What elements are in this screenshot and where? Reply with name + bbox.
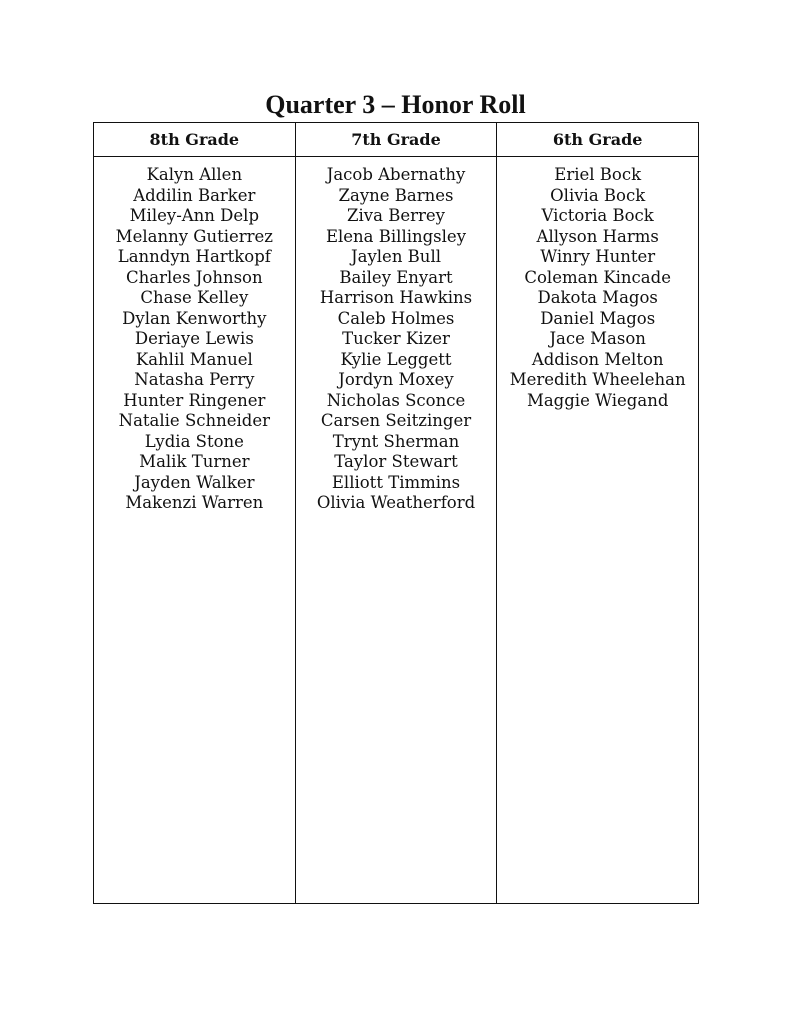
column-header: 7th Grade	[296, 123, 497, 157]
student-name: Zayne Barnes	[338, 185, 454, 205]
name-list	[296, 157, 497, 514]
student-name: Olivia Weatherford	[316, 493, 476, 512]
student-name: Meredith Wheelehan	[509, 370, 686, 389]
column-header: 8th Grade	[94, 123, 295, 157]
student-name: Jaylen Bull	[351, 247, 441, 266]
student-name: Ziva Berrey	[347, 206, 445, 225]
student-name: Elena Billingsley	[325, 226, 467, 246]
student-name: Harrison Hawkins	[319, 288, 473, 307]
honor-roll-table	[93, 122, 699, 904]
page-title: Quarter 3 – Honor Roll	[265, 90, 526, 119]
name-list	[497, 157, 698, 411]
student-name: Trynt Sherman	[332, 431, 460, 451]
student-name: Lanndyn Hartkopf	[117, 247, 271, 266]
student-name: Charles Johnson	[126, 267, 263, 287]
student-name: Addison Melton	[531, 349, 664, 369]
student-name: Natalie Schneider	[118, 411, 271, 430]
student-name: Bailey Enyart	[339, 267, 453, 287]
student-name: Kylie Leggett	[340, 349, 452, 369]
student-name: Taylor Stewart	[334, 452, 458, 471]
student-name: Kalyn Allen	[146, 165, 243, 184]
student-name: Hunter Ringener	[123, 390, 266, 410]
student-name: Jacob Abernathy	[326, 165, 466, 184]
student-name: Dakota Magos	[537, 288, 658, 307]
grade-column-6th	[497, 123, 698, 903]
student-name: Addilin Barker	[133, 185, 256, 205]
student-name: Winry Hunter	[540, 247, 656, 266]
student-name: Makenzi Warren	[125, 493, 264, 512]
grade-column-8th	[94, 123, 296, 903]
student-name: Carsen Seitzinger	[320, 411, 472, 430]
student-name: Elliott Timmins	[331, 472, 461, 492]
student-name: Tucker Kizer	[342, 329, 450, 348]
student-name: Allyson Harms	[536, 226, 659, 246]
student-name: Miley-Ann Delp	[129, 206, 260, 225]
name-list	[94, 157, 295, 514]
student-name: Daniel Magos	[540, 308, 656, 328]
student-name: Jordyn Moxey	[338, 370, 454, 389]
student-name: Caleb Holmes	[337, 308, 455, 328]
student-name: Olivia Bock	[550, 185, 646, 205]
student-name: Chase Kelley	[140, 288, 249, 307]
student-name: Deriaye Lewis	[134, 329, 254, 348]
student-name: Nicholas Sconce	[326, 390, 466, 410]
student-name: Jayden Walker	[134, 472, 255, 492]
student-name: Malik Turner	[139, 452, 250, 471]
student-name: Jace Mason	[549, 329, 646, 348]
student-name: Melanny Gutierrez	[115, 226, 273, 246]
student-name: Lydia Stone	[144, 431, 244, 451]
student-name: Kahlil Manuel	[135, 349, 253, 369]
student-name: Dylan Kenworthy	[122, 308, 267, 328]
grade-column-7th	[296, 123, 498, 903]
column-header: 6th Grade	[497, 123, 698, 157]
student-name: Victoria Bock	[541, 206, 654, 225]
student-name: Natasha Perry	[134, 370, 255, 389]
student-name: Eriel Bock	[554, 165, 642, 184]
student-name: Coleman Kincade	[524, 267, 671, 287]
student-name: Maggie Wiegand	[526, 390, 669, 410]
